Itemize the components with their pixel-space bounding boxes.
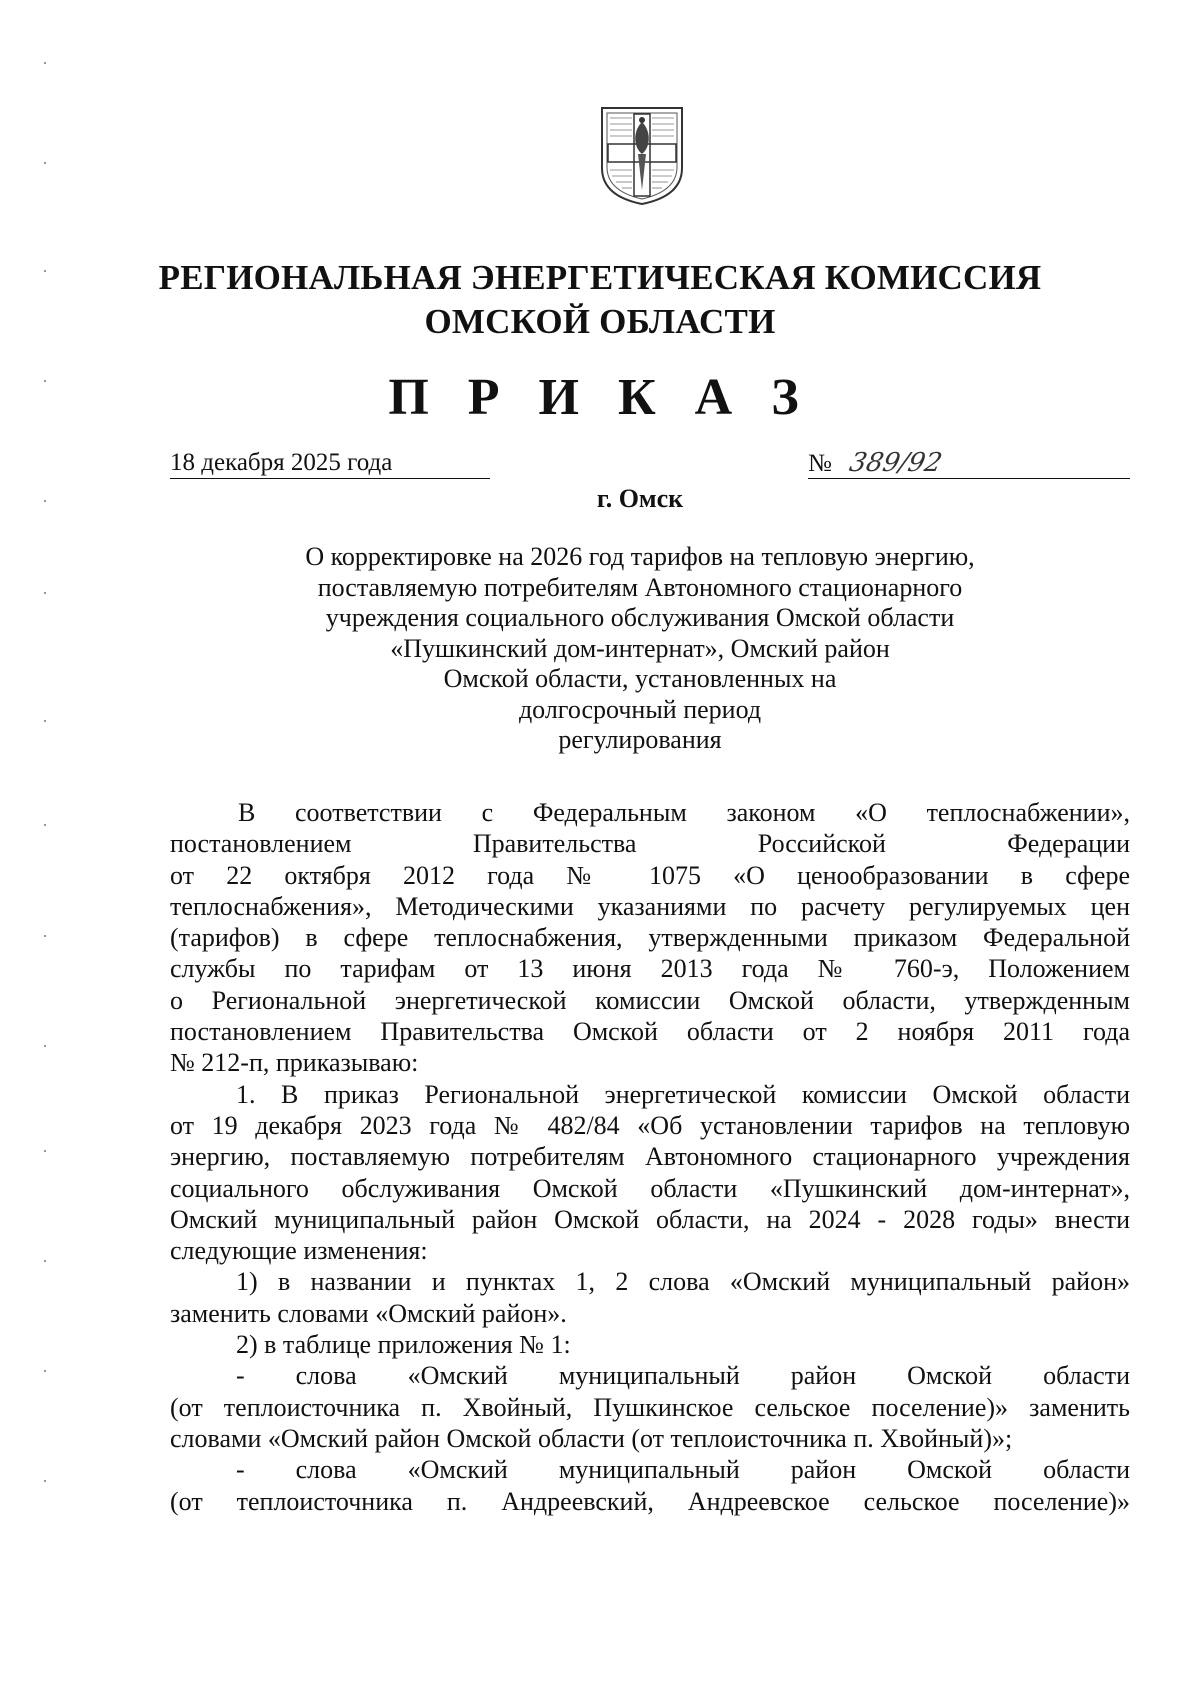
title-line: долгосрочный период: [518, 694, 762, 724]
body-line: (от теплоисточника п. Хвойный, Пушкинское сельское поселение)» заменить: [170, 1392, 1130, 1422]
document-title: [200, 542, 1080, 756]
title-line: поставляемую потребителям Автономного стационарного: [317, 572, 963, 602]
body-line: (от теплоисточника п. Андреевский, Андреевское сельское поселение)»: [170, 1486, 1130, 1516]
body-line: Омский муниципальный район Омской области, на 2024 - 2028 годы» внести: [170, 1204, 1130, 1234]
body-line: № 212-п, приказываю:: [170, 1048, 419, 1078]
organization-name-line2: ОМСКОЙ ОБЛАСТИ: [424, 302, 776, 341]
document-date: [170, 448, 490, 479]
title-line: О корректировке на 2026 год тарифов на тепловую энергию,: [305, 542, 975, 571]
body-line: 1) в названии и пунктах 1, 2 слова «Омский муниципальный район»: [236, 1267, 1130, 1297]
body-line: энергию, поставляемую потребителям Автономного стационарного учреждения: [170, 1142, 1130, 1172]
title-line: учреждения социального обслуживания Омской области: [325, 603, 955, 632]
document-date-text: 18 декабря 2025 года: [170, 449, 393, 476]
title-line: Омской области, установленных на: [443, 664, 837, 693]
body-line: следующие изменения:: [170, 1236, 428, 1266]
body-line: 1. В приказ Региональной энергетической комиссии Омской области: [236, 1079, 1130, 1109]
body-line: от 22 октября 2012 года № 1075 «О ценообразовании в сфере: [170, 860, 1130, 890]
organization-name-line1: РЕГИОНАЛЬНАЯ ЭНЕРГЕТИЧЕСКАЯ КОМИССИЯ: [158, 258, 1042, 297]
body-line: словами «Омский район Омской области (от теплоисточника п. Хвойный)»;: [170, 1423, 1013, 1453]
document-type-heading: П Р И К А З: [388, 369, 812, 426]
body-line: (тарифов) в сфере теплоснабжения, утвержденными приказом Федеральной: [170, 923, 1130, 953]
document-number-value: 389/92: [846, 448, 945, 478]
body-line: теплоснабжения», Методическими указаниями по расчету регулируемых цен: [170, 891, 1130, 921]
body-line: постановлением Правительства Омской области от 2 ноября 2011 года: [170, 1017, 1130, 1047]
document-city: г. Омск: [596, 484, 684, 513]
body-line: постановлением Правительства Российской Федерации: [170, 829, 1130, 859]
body-line: заменить словами «Омский район».: [170, 1298, 567, 1328]
title-line: регулирования: [558, 725, 722, 754]
title-line: «Пушкинский дом-интернат», Омский район: [390, 633, 890, 663]
document-body: [170, 797, 1130, 1517]
body-line: В соответствии с Федеральным законом «О теплоснабжении»,: [238, 798, 1130, 827]
body-line: 2) в таблице приложения № 1:: [236, 1330, 571, 1360]
body-line: - слова «Омский муниципальный район Омской области: [236, 1361, 1130, 1391]
body-line: службы по тарифам от 13 июня 2013 года № 760-э, Положением: [170, 954, 1130, 984]
document-number: [808, 448, 1130, 479]
coat-of-arms-emblem: [598, 104, 686, 208]
body-line: о Региональной энергетической комиссии Омской области, утвержденным: [170, 985, 1130, 1015]
body-line: от 19 декабря 2023 года № 482/84 «Об установлении тарифов на тепловую: [170, 1110, 1130, 1140]
body-line: социального обслуживания Омской области «Пушкинский дом-интернат»,: [170, 1173, 1130, 1203]
document-number-label: №: [808, 450, 832, 477]
body-line: - слова «Омский муниципальный район Омской области: [236, 1455, 1130, 1485]
